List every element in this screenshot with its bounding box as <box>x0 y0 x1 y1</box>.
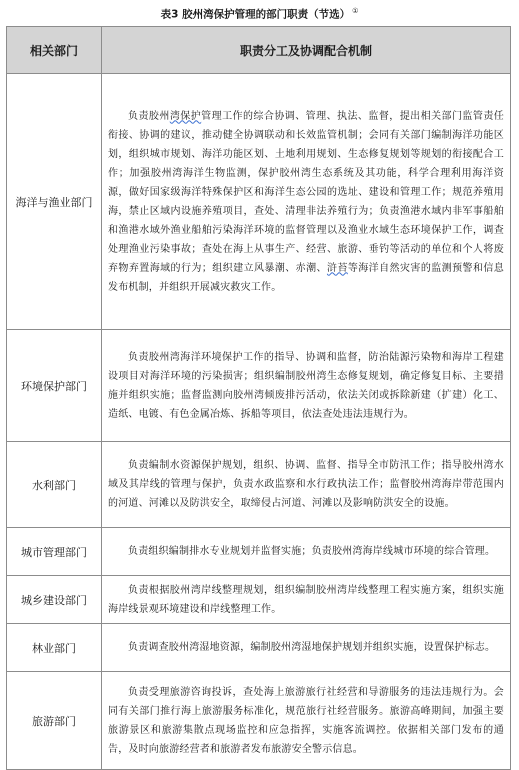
table-title: 表3 胶州湾保护管理的部门职责（节选） <box>160 8 351 21</box>
department-cell: 旅游部门 <box>7 672 102 770</box>
table-row <box>7 74 511 330</box>
department-cell: 城市管理部门 <box>7 528 102 576</box>
duty-cell: 负责受理旅游咨询投诉，查处海上旅游旅行社经营和导游服务的违法违规行为。会同有关部门推行海上旅游服务标准化，规范旅行社经营服务。旅游高峰期间，加强主要旅游景区和旅游集散点现场监控和应急指挥，实施客流调控。依据相关部门发布的通告，及时向旅游经营者和旅游者发布旅游安全警示信息。 <box>102 672 511 770</box>
table-row <box>7 528 511 576</box>
department-cell: 水利部门 <box>7 442 102 528</box>
table-row <box>7 624 511 672</box>
table-row <box>7 330 511 442</box>
department-cell: 环境保护部门 <box>7 330 102 442</box>
table-caption <box>0 0 519 20</box>
spellcheck-underline: 湾保护 <box>169 110 202 122</box>
footnote-marker: ① <box>352 7 359 15</box>
department-cell: 林业部门 <box>7 624 102 672</box>
table-row <box>7 576 511 624</box>
table-header-row <box>7 27 511 74</box>
duty-cell: 负责胶州湾保护管理工作的综合协调、管理、执法、监督，提出相关部门监管责任衔接、协调的建议，推动健全协调联动和长效监管机制；会同有关部门编制海洋功能区划，组织城市规划、海洋功能区划、土地利用规划、生态修复规划等规划的衔接配合工作；加强胶州湾海洋生物监测，保护胶州湾生态系统及其功能，科学合理利用海洋资源，做好国家级海洋特殊保护区和海洋生态公园的选址、建设和管理工作；规范养殖用海，禁止区域内设施养殖项目，查处、清理非法养殖行为；负责渔港水域内非军事船舶和渔港水域外渔业船舶污染海洋环境的监督管理以及渔业水域生态环境保护工作，调查处理渔业污染事故；查处在海上从事生产、经营、旅游、垂钓等活动的单位和个人将废弃物弃置海域的行为；组织建立风暴潮、赤潮、浒苔等海洋自然灾害的监测预警和信息发布机制，并组织开展减灾救灾工作。 <box>102 74 511 330</box>
duty-cell: 负责调查胶州湾湿地资源，编制胶州湾湿地保护规划并组织实施，设置保护标志。 <box>102 624 511 672</box>
duty-cell: 负责组织编制排水专业规划并监督实施；负责胶州湾海岸线城市环境的综合管理。 <box>102 528 511 576</box>
duty-cell: 负责胶州湾海洋环境保护工作的指导、协调和监督，防治陆源污染物和海岸工程建设项目对海洋环境的污染损害；组织编制胶州湾生态修复规划，确定修复目标、主要措施并组织实施；监督监测向胶州湾倾废排污活动，依法关闭或拆除新建（扩建）化工、造纸、电镀、有色金属冶炼、拆船等项目，依法查处违法违规行为。 <box>102 330 511 442</box>
table-row <box>7 672 511 770</box>
duty-cell: 负责编制水资源保护规划，组织、协调、监督、指导全市防汛工作；指导胶州湾水域及其岸线的管理与保护，负责水政监察和水行政执法工作；监督胶州湾海岸带范围内的河道、河滩以及防洪安全，取缔侵占河道、河滩以及影响防洪安全的设施。 <box>102 442 511 528</box>
spellcheck-underline: 浒苔 <box>326 262 348 274</box>
header-duties: 职责分工及协调配合机制 <box>102 27 511 74</box>
department-cell: 海洋与渔业部门 <box>7 74 102 330</box>
department-duties-table <box>6 26 511 770</box>
duty-cell: 负责根据胶州湾岸线整理规划，组织编制胶州湾岸线整理工程实施方案，组织实施海岸线景观环境建设和岸线整理工作。 <box>102 576 511 624</box>
header-department: 相关部门 <box>7 27 102 74</box>
table-row <box>7 442 511 528</box>
department-cell: 城乡建设部门 <box>7 576 102 624</box>
